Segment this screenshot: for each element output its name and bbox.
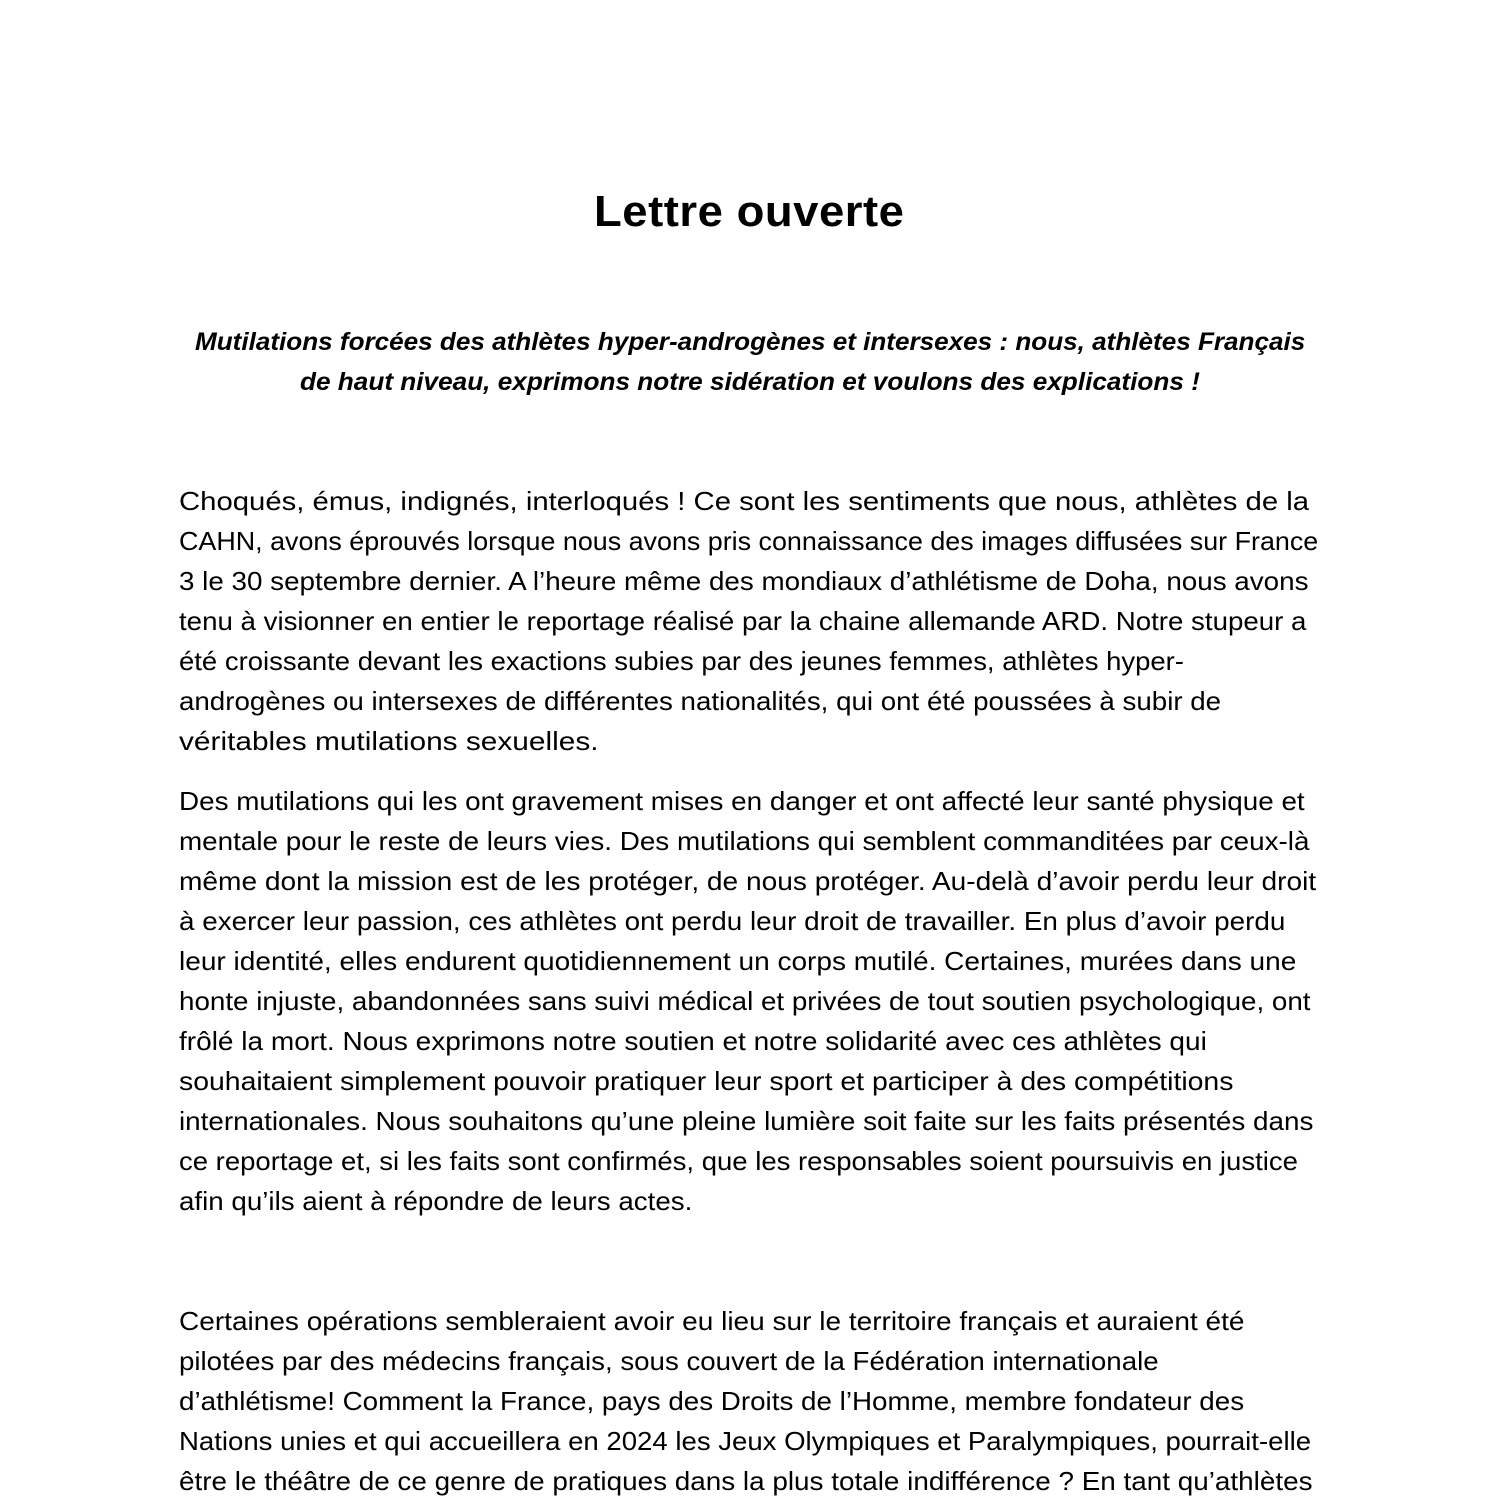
paragraph-1-line: véritables mutilations sexuelles. bbox=[179, 726, 599, 756]
paragraph-3-line: pilotées par des médecins français, sous couvert de la Fédération internationale bbox=[179, 1346, 1159, 1376]
paragraph-1-line: été croissante devant les exactions subies par des jeunes femmes, athlètes hyper- bbox=[179, 646, 1184, 676]
paragraph-2-line: internationales. Nous souhaitons qu’une pleine lumière soit faite sur les faits présentés dans bbox=[179, 1106, 1314, 1136]
paragraph-2-line: Des mutilations qui les ont gravement mises en danger et ont affecté leur santé physique et bbox=[179, 786, 1305, 816]
paragraph-2-line: honte injuste, abandonnées sans suivi médical et privées de tout soutien psychologique, ont bbox=[179, 986, 1311, 1016]
subtitle-line: de haut niveau, exprimons notre sidération et voulons des explications ! bbox=[300, 368, 1200, 396]
paragraph-2-line: frôlé la mort. Nous exprimons notre soutien et notre solidarité avec ces athlètes qui bbox=[179, 1026, 1207, 1056]
paragraph-3-line: Nations unies et qui accueillera en 2024 les Jeux Olympiques et Paralympiques, pourrait-elle bbox=[179, 1426, 1312, 1456]
paragraph-1-line: tenu à visionner en entier le reportage réalisé par la chaine allemande ARD. Notre stupeur a bbox=[179, 606, 1307, 636]
paragraph-2-line: afin qu’ils aient à répondre de leurs actes. bbox=[179, 1186, 693, 1216]
paragraph-2-line: même dont la mission est de les protéger, de nous protéger. Au-delà d’avoir perdu leur droit bbox=[179, 866, 1317, 896]
paragraph-3-line: d’athlétisme! Comment la France, pays des Droits de l’Homme, membre fondateur des bbox=[179, 1386, 1245, 1416]
paragraph-2-line: leur identité, elles endurent quotidiennement un corps mutilé. Certaines, murées dans une bbox=[179, 946, 1297, 976]
paragraph-3-line: Certaines opérations sembleraient avoir eu lieu sur le territoire français et auraient été bbox=[179, 1306, 1245, 1336]
paragraph-2-line: mentale pour le reste de leurs vies. Des mutilations qui semblent commanditées par ceux-là bbox=[179, 826, 1310, 856]
page-title: Lettre ouverte bbox=[594, 187, 905, 236]
paragraph-1-line: Choqués, émus, indignés, interloqués ! Ce sont les sentiments que nous, athlètes de la bbox=[179, 486, 1310, 516]
paragraph-1-line: CAHN, avons éprouvés lorsque nous avons pris connaissance des images diffusées sur France bbox=[179, 526, 1319, 556]
paragraph-2-line: à exercer leur passion, ces athlètes ont perdu leur droit de travailler. En plus d’avoir perdu bbox=[179, 906, 1286, 936]
paragraph-2-line: ce reportage et, si les faits sont confirmés, que les responsables soient poursuivis en justice bbox=[179, 1146, 1298, 1176]
paragraph-2-line: souhaitaient simplement pouvoir pratiquer leur sport et participer à des compétitions bbox=[179, 1066, 1234, 1096]
paragraph-1-line: androgènes ou intersexes de différentes nationalités, qui ont été poussées à subir de bbox=[179, 686, 1222, 716]
paragraph-1-line: 3 le 30 septembre dernier. A l’heure même des mondiaux d’athlétisme de Doha, nous avons bbox=[179, 566, 1309, 596]
subtitle-line: Mutilations forcées des athlètes hyper-androgènes et intersexes : nous, athlètes Français bbox=[195, 328, 1306, 356]
paragraph-3-line: être le théâtre de ce genre de pratiques dans la plus totale indifférence ? En tant qu’athlètes bbox=[179, 1466, 1313, 1496]
